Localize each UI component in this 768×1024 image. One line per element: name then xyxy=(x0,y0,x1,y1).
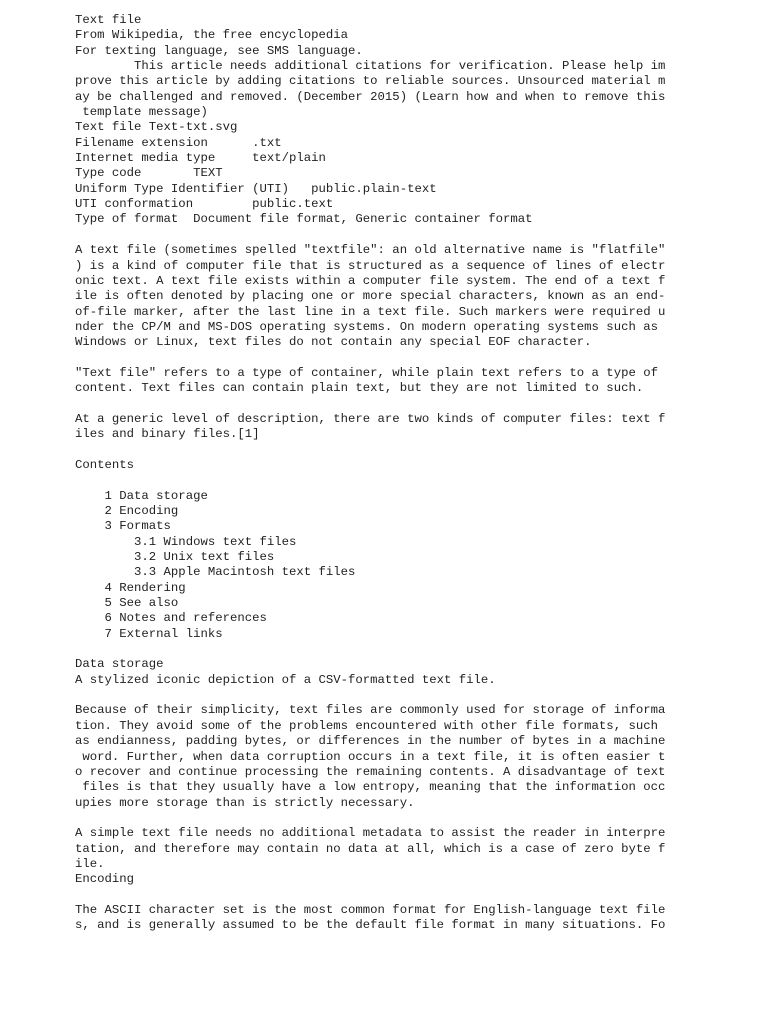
source-line: From Wikipedia, the free encyclopedia xyxy=(75,28,349,43)
body-line: tation, and therefore may contain no data at all, which is a case of zero byte f xyxy=(75,841,666,856)
notice-line: prove this article by adding citations to reliable sources. Unsourced material m xyxy=(75,74,666,89)
document-page xyxy=(75,13,755,934)
blank-line xyxy=(75,642,755,657)
notice-line: ay be challenged and removed. (December 2015) (Learn how and when to remove this xyxy=(75,89,666,104)
body-line: tion. They avoid some of the problems encountered with other file formats, such xyxy=(75,718,658,733)
toc-item: 7 External links xyxy=(75,626,223,641)
infobox-row: Type of format Document file format, Generic container format xyxy=(75,212,533,227)
page-title: Text file xyxy=(75,13,142,27)
body-line: "Text file" refers to a type of container, while plain text refers to a type of xyxy=(75,365,658,380)
notice-line: This article needs additional citations for verification. Please help im xyxy=(75,59,666,74)
notice-line: template message) xyxy=(75,105,208,120)
infobox-row: Filename extension .txt xyxy=(75,135,282,150)
body-line: content. Text files can contain plain text, but they are not limited to such. xyxy=(75,381,644,396)
blank-line xyxy=(75,351,755,366)
body-line: as endianness, padding bytes, or differences in the number of bytes in a machine xyxy=(75,734,666,749)
section-heading: Data storage xyxy=(75,657,164,672)
body-line: ) is a kind of computer file that is structured as a sequence of lines of electr xyxy=(75,258,666,273)
toc-item: 3 Formats xyxy=(75,519,171,534)
body-line: A simple text file needs no additional metadata to assist the reader in interpre xyxy=(75,826,666,841)
hatnote-line: For texting language, see SMS language. xyxy=(75,43,363,58)
image-caption: A stylized iconic depiction of a CSV-formatted text file. xyxy=(75,672,496,687)
body-line: of-file marker, after the last line in a text file. Such markers were required u xyxy=(75,304,666,319)
body-line: Because of their simplicity, text files are commonly used for storage of informa xyxy=(75,703,666,718)
toc-item: 2 Encoding xyxy=(75,504,179,518)
body-line: nder the CP/M and MS-DOS operating systems. On modern operating systems such as xyxy=(75,319,658,334)
blank-line xyxy=(75,443,755,458)
toc-item: 5 See also xyxy=(75,596,179,611)
body-line: ile is often denoted by placing one or more special characters, known as an end- xyxy=(75,289,666,304)
body-line: files is that they usually have a low entropy, meaning that the information occ xyxy=(75,780,666,795)
infobox-row: Type code TEXT xyxy=(75,166,223,181)
blank-line xyxy=(75,811,755,826)
body-line: ile. xyxy=(75,856,105,871)
toc-subitem: 3.1 Windows text files xyxy=(75,534,297,549)
blank-line xyxy=(75,397,755,412)
body-line: Windows or Linux, text files do not contain any special EOF character. xyxy=(75,335,592,350)
toc-subitem: 3.2 Unix text files xyxy=(75,550,275,565)
blank-line xyxy=(75,888,755,903)
section-heading: Encoding xyxy=(75,872,135,887)
toc-item: 4 Rendering xyxy=(75,580,186,595)
body-line: A text file (sometimes spelled "textfile": an old alternative name is "flatfile" xyxy=(75,243,666,258)
toc-item: 1 Data storage xyxy=(75,488,208,503)
blank-line xyxy=(75,473,755,488)
infobox-row: Uniform Type Identifier (UTI) public.plain-text xyxy=(75,181,437,196)
body-line: The ASCII character set is the most common format for English-language text file xyxy=(75,902,666,917)
blank-line xyxy=(75,688,755,703)
contents-heading: Contents xyxy=(75,457,135,472)
infobox-row: UTI conformation public.text xyxy=(75,197,334,212)
blank-line xyxy=(75,228,755,243)
body-line: At a generic level of description, there are two kinds of computer files: text f xyxy=(75,411,666,426)
body-line: upies more storage than is strictly necessary. xyxy=(75,795,415,810)
body-line: onic text. A text file exists within a computer file system. The end of a text f xyxy=(75,273,666,288)
body-line: iles and binary files.[1] xyxy=(75,427,260,442)
body-line: word. Further, when data corruption occurs in a text file, it is often easier t xyxy=(75,749,666,764)
infobox-row: Internet media type text/plain xyxy=(75,151,326,166)
toc-item: 6 Notes and references xyxy=(75,611,267,626)
toc-subitem: 3.3 Apple Macintosh text files xyxy=(75,565,356,580)
body-line: o recover and continue processing the remaining contents. A disadvantage of text xyxy=(75,764,666,779)
infobox-title: Text file Text-txt.svg xyxy=(75,120,238,135)
body-line: s, and is generally assumed to be the default file format in many situations. Fo xyxy=(75,918,666,933)
